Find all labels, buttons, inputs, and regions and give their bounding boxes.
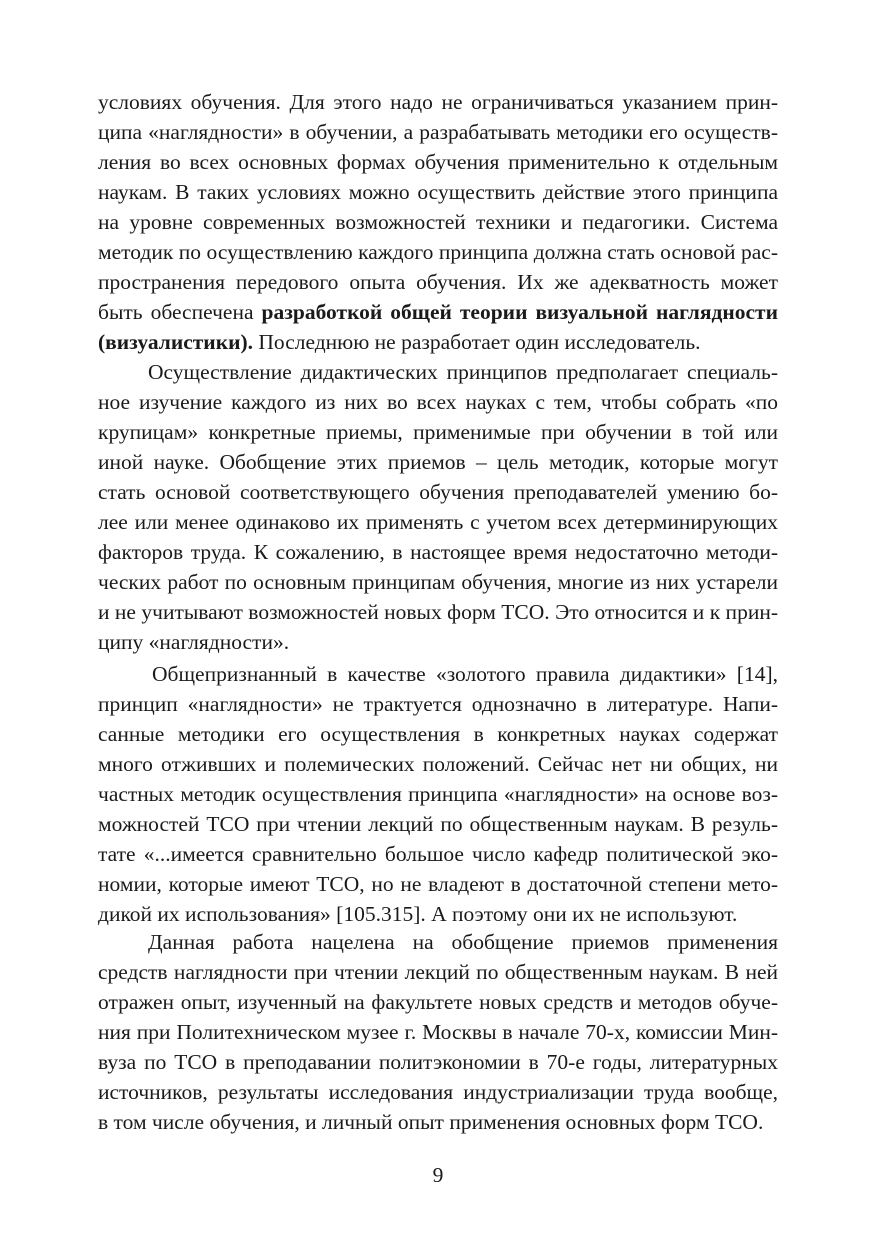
text-line [98,327,778,357]
text-line [98,899,778,929]
text-segment: дикой их использования» [105.315]. А поэтому они их не используют. [98,902,738,926]
text-segment: иной науке. Обобщение этих приемов – цель методик, которые могут [98,450,778,474]
text-segment: быть обеспечена [98,300,262,324]
text-segment: на уровне современных возможностей техники и педагогики. Система [98,210,778,234]
text-line [98,387,778,417]
text-line [98,417,778,447]
text-line [98,869,778,899]
text-segment: и не учитывают возможностей новых форм ТСО. Это относится и к прин- [98,600,778,624]
text-segment: вуза по ТСО в преподавании политэкономии в 70-е годы, литературных [98,1050,778,1074]
text-line [98,779,778,809]
text-segment: условиях обучения. Для этого надо не ограничиваться указанием прин- [98,90,778,114]
text-segment: принцип «наглядности» не трактуется однозначно в литературе. Напи- [98,692,778,716]
text-segment: Данная работа нацелена на обобщение приемов применения [148,930,778,954]
text-line [98,1077,778,1107]
text-line [98,957,778,987]
text-segment: факторов труда. К сожалению, в настоящее время недостаточно методи- [98,540,778,564]
text-segment: крупицам» конкретные приемы, применимые при обучении в той или [98,420,778,444]
text-line [98,719,778,749]
text-segment: лее или менее одинаково их применять с учетом всех детерминирующих [98,510,778,534]
text-line [152,659,778,689]
text-segment: ния при Политехническом музее г. Москвы в начале 70-х, комиссии Мин- [98,1020,778,1044]
text-line [98,237,778,267]
text-line [98,839,778,869]
text-line [98,597,778,627]
text-segment: можностей ТСО при чтении лекций по общественным наукам. В резуль- [98,812,778,836]
text-line [98,147,778,177]
text-line [98,297,778,327]
text-segment: стать основой соответствующего обучения преподавателей умению бо- [98,480,778,504]
text-line [98,1107,778,1137]
text-line [98,267,778,297]
text-line [98,117,778,147]
text-line [148,357,778,387]
text-segment: ципу «наглядности». [98,630,290,654]
text-segment: отражен опыт, изученный на факультете новых средств и методов обуче- [98,990,778,1014]
bold-text-segment: (визуалистики). [98,330,254,354]
text-line [98,627,778,657]
page-number: 9 [432,1163,444,1187]
text-segment: номии, которые имеют ТСО, но не владеют в достаточной степени мето- [98,872,778,896]
bold-text-segment: разработкой общей теории визуальной наглядности [261,300,778,324]
text-segment: ления во всех основных формах обучения применительно к отдельным [98,150,778,174]
text-segment: средств наглядности при чтении лекций по общественным наукам. В ней [98,960,778,984]
text-segment: тате «...имеется сравнительно большое число кафедр политической эко- [98,842,778,866]
text-line [98,537,778,567]
text-segment: методик по осуществлению каждого принципа должна стать основой рас- [98,240,778,264]
text-line [98,749,778,779]
text-segment: ческих работ по основным принципам обучения, многие из них устарели [98,570,778,594]
text-segment: источников, результаты исследования индустриализации труда вообще, [98,1080,778,1104]
text-segment: Последнюю не разработает один исследователь. [253,330,701,354]
text-segment: много отживших и полемических положений. Сейчас нет ни общих, ни [98,752,778,776]
text-segment: в том числе обучения, и личный опыт применения основных форм ТСО. [98,1110,764,1134]
text-segment: санные методики его осуществления в конкретных науках содержат [98,722,778,746]
text-segment: пространения передового опыта обучения. Их же адекватность может [98,270,778,294]
text-line [98,177,778,207]
text-line [98,87,778,117]
text-line [98,447,778,477]
text-segment: ное изучение каждого из них во всех науках с тем, чтобы собрать «по [98,390,778,414]
text-segment: ципа «наглядности» в обучении, а разрабатывать методики его осуществ- [98,120,778,144]
text-line [98,207,778,237]
text-line [98,477,778,507]
text-segment: частных методик осуществления принципа «наглядности» на основе воз- [98,782,778,806]
text-line [98,1017,778,1047]
text-segment: Осуществление дидактических принципов предполагает специаль- [148,360,778,384]
text-line [98,987,778,1017]
text-line [98,507,778,537]
text-line [148,927,778,957]
text-line [98,689,778,719]
text-line [98,1047,778,1077]
text-segment: наукам. В таких условиях можно осуществить действие этого принципа [98,180,778,204]
text-line [98,567,778,597]
text-segment: Общепризнанный в качестве «золотого правила дидактики» [14], [152,662,778,686]
text-line [98,809,778,839]
